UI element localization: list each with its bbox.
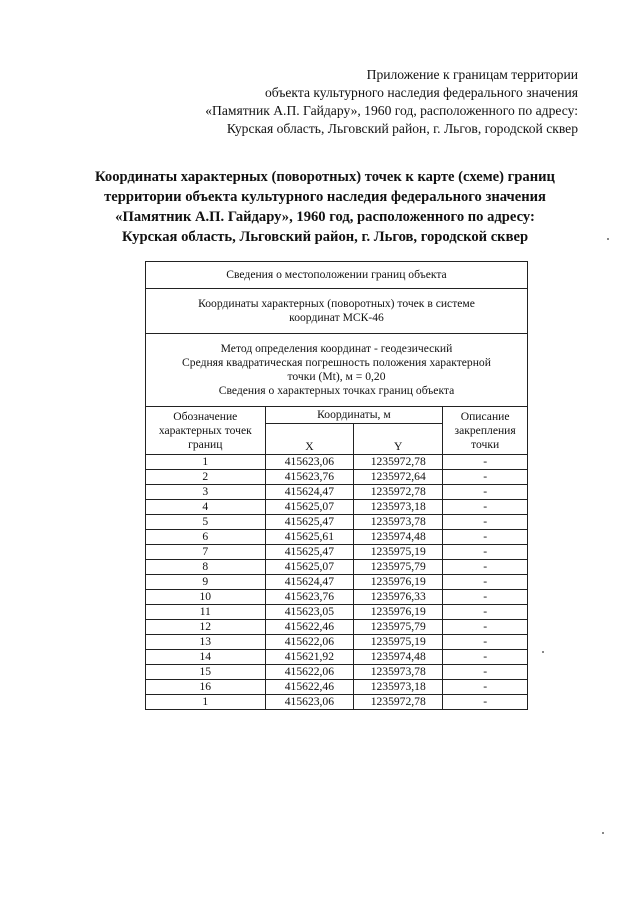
point-number-cell: 1 [146,695,266,710]
header-coordinates: Координаты, м [265,407,443,424]
caption-line: Метод определения координат - геодезический [220,342,453,355]
scan-speck [602,832,604,834]
table-row [146,470,528,485]
x-coordinate-cell: 415623,06 [265,455,354,470]
y-coordinate-cell: 1235975,19 [354,635,443,650]
description-cell: - [443,485,528,500]
point-number-cell: 10 [146,590,266,605]
caption-line: Средняя квадратическая погрешность положения характерной [182,356,491,369]
header-x: X [265,424,354,455]
point-number-cell: 9 [146,575,266,590]
point-number-cell: 14 [146,650,266,665]
description-cell: - [443,560,528,575]
x-coordinate-cell: 415622,46 [265,620,354,635]
caption-line: Координаты характерных (поворотных) точек в системе [198,297,475,310]
point-number-cell: 11 [146,605,266,620]
point-number-cell: 2 [146,470,266,485]
y-coordinate-cell: 1235975,79 [354,560,443,575]
table-row [146,560,528,575]
appendix-line: «Памятник А.П. Гайдару», 1960 год, расположенного по адресу: [205,103,578,118]
description-cell: - [443,470,528,485]
point-number-cell: 6 [146,530,266,545]
description-cell: - [443,620,528,635]
table-row [146,500,528,515]
table-caption-row [146,262,528,289]
table-caption-row [146,334,528,407]
table-row [146,575,528,590]
x-coordinate-cell: 415621,92 [265,650,354,665]
point-number-cell: 16 [146,680,266,695]
table-caption-row [146,289,528,334]
y-coordinate-cell: 1235972,78 [354,485,443,500]
point-number-cell: 3 [146,485,266,500]
appendix-line: Курская область, Льговский район, г. Льгов, городской сквер [226,121,578,136]
y-coordinate-cell: 1235973,78 [354,665,443,680]
y-coordinate-cell: 1235972,78 [354,695,443,710]
header-line: Обозначение [173,409,238,423]
description-cell: - [443,500,528,515]
header-line: Описание [460,409,510,423]
y-coordinate-cell: 1235975,79 [354,620,443,635]
description-cell: - [443,455,528,470]
y-coordinate-cell: 1235973,18 [354,500,443,515]
y-coordinate-cell: 1235972,78 [354,455,443,470]
y-coordinate-cell: 1235976,19 [354,575,443,590]
table-row [146,455,528,470]
caption-line: Сведения о характерных точках границ объекта [218,384,455,397]
y-coordinate-cell: 1235975,19 [354,545,443,560]
table-body [146,455,528,710]
title-line: «Памятник А.П. Гайдару», 1960 год, расположенного по адресу: [115,209,535,225]
x-coordinate-cell: 415622,06 [265,635,354,650]
y-coordinate-cell: 1235973,18 [354,680,443,695]
y-coordinate-cell: 1235972,64 [354,470,443,485]
header-description [443,407,528,455]
description-cell: - [443,680,528,695]
table-header-row [146,407,528,424]
y-coordinate-cell: 1235974,48 [354,650,443,665]
table-row [146,695,528,710]
table-row [146,635,528,650]
table-caption-method [146,334,528,407]
scan-speck [607,238,609,240]
point-number-cell: 5 [146,515,266,530]
appendix-line: объекта культурного наследия федерального значения [264,85,578,100]
description-cell: - [443,650,528,665]
point-number-cell: 15 [146,665,266,680]
table-caption-system [146,289,528,334]
x-coordinate-cell: 415625,07 [265,500,354,515]
x-coordinate-cell: 415623,06 [265,695,354,710]
x-coordinate-cell: 415625,61 [265,530,354,545]
x-coordinate-cell: 415622,46 [265,680,354,695]
x-coordinate-cell: 415625,07 [265,560,354,575]
title-line: Курская область, Льговский район, г. Льгов, городской сквер [121,229,529,245]
table-row [146,665,528,680]
x-coordinate-cell: 415624,47 [265,575,354,590]
point-number-cell: 7 [146,545,266,560]
document-title [90,167,560,247]
appendix-note [205,66,578,138]
description-cell: - [443,515,528,530]
point-number-cell: 12 [146,620,266,635]
header-line: границ [188,437,223,451]
description-cell: - [443,530,528,545]
description-cell: - [443,545,528,560]
table-row [146,530,528,545]
table-row [146,590,528,605]
x-coordinate-cell: 415623,76 [265,470,354,485]
y-coordinate-cell: 1235973,78 [354,515,443,530]
description-cell: - [443,665,528,680]
title-line: Координаты характерных (поворотных) точек к карте (схеме) границ [95,169,555,185]
table-row [146,605,528,620]
table-row [146,650,528,665]
y-coordinate-cell: 1235976,33 [354,590,443,605]
description-cell: - [443,635,528,650]
x-coordinate-cell: 415624,47 [265,485,354,500]
coordinates-table [145,261,528,710]
x-coordinate-cell: 415622,06 [265,665,354,680]
x-coordinate-cell: 415623,05 [265,605,354,620]
y-coordinate-cell: 1235974,48 [354,530,443,545]
point-number-cell: 13 [146,635,266,650]
description-cell: - [443,575,528,590]
x-coordinate-cell: 415625,47 [265,515,354,530]
table-caption-location: Сведения о местоположении границ объекта [146,262,528,289]
header-line: закрепления [454,423,516,437]
point-number-cell: 4 [146,500,266,515]
header-point-designation [146,407,266,455]
header-line: точки [471,437,500,451]
caption-line: точки (Mt), м = 0,20 [287,370,386,383]
x-coordinate-cell: 415623,76 [265,590,354,605]
description-cell: - [443,590,528,605]
table-row [146,620,528,635]
table-row [146,515,528,530]
scan-speck [542,651,544,653]
appendix-line: Приложение к границам территории [366,67,578,82]
point-number-cell: 1 [146,455,266,470]
x-coordinate-cell: 415625,47 [265,545,354,560]
table-row [146,545,528,560]
point-number-cell: 8 [146,560,266,575]
y-coordinate-cell: 1235976,19 [354,605,443,620]
description-cell: - [443,695,528,710]
caption-line: координат МСК-46 [289,311,384,324]
header-y: Y [354,424,443,455]
table-row [146,485,528,500]
table-row [146,680,528,695]
header-line: характерных точек [158,423,252,437]
title-line: территории объекта культурного наследия федерального значения [104,189,546,205]
description-cell: - [443,605,528,620]
